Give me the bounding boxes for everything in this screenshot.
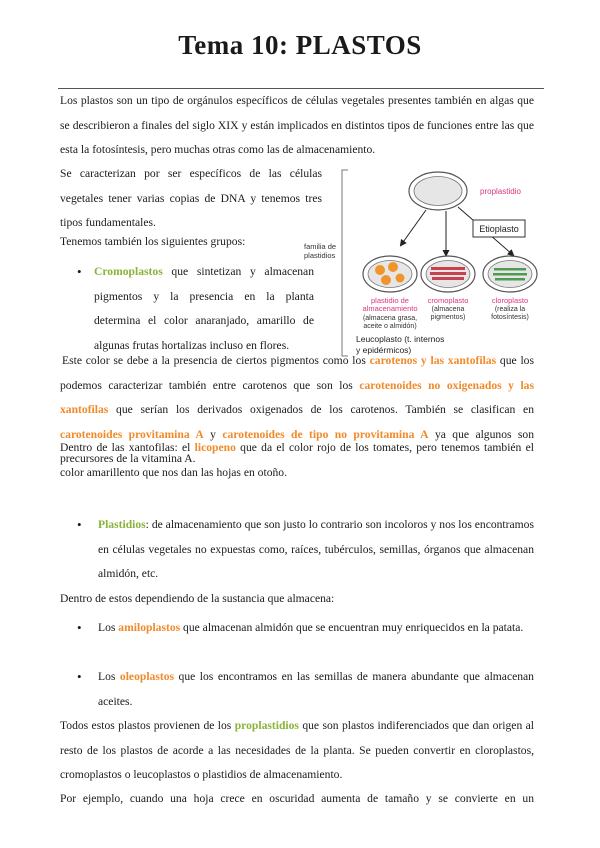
arrow-to-storage — [401, 210, 426, 245]
pigment-band — [431, 267, 465, 270]
term-amiloplastos: amiloplastos — [118, 621, 181, 634]
page-title: Tema 10: PLASTOS — [178, 30, 422, 60]
proplastidios-paragraph: Todos estos plastos provienen de los proplastidios que son plastos indiferenciados que dan origen al resto de los plastos de acorde a las necesidades de la planta. Se pueden convertir en cloroplastos, cromoplastos o leucoplastos o plastidios de almacenamiento. — [60, 719, 534, 781]
caracteristicas-paragraph: Se caracterizan por ser específicos de las células vegetales tener varias copias de DNA y tenemos tres tipos fundamentales. — [60, 167, 322, 229]
term-cromoplastos: Cromoplastos — [94, 265, 163, 278]
cloroplasto-desc-2: fotosíntesis) — [491, 314, 529, 321]
term-carotenos-xantofilas: carotenos y las xantofilas — [369, 354, 497, 367]
leucoplasto-label-2: y epidérmicos) — [356, 345, 412, 355]
xantofilas-paragraph: Dentro de las xantofilas: el licopeno que da el color rojo de los tomates, pero tenemos también el color amarillento que nos dan las hojas en otoño. — [60, 441, 534, 479]
cloroplasto-desc-1: (realiza la — [494, 306, 526, 313]
oleoplastos-paragraph: Los oleoplastos que los encontramos en las semillas de manera abundante que almacenan aceites. — [98, 670, 534, 708]
cromoplasto-desc-2: pigmentos) — [430, 314, 466, 321]
bullet-dot: • — [77, 264, 82, 279]
plastid-family-diagram — [304, 160, 536, 370]
grupos-heading: Tenemos también los siguientes grupos: — [60, 235, 246, 248]
pigment-band — [432, 277, 464, 280]
term-proplastidios: proplastidios — [234, 719, 299, 732]
proplastid-inner — [414, 177, 462, 206]
thylakoid-band — [495, 278, 525, 281]
almacenamiento-label-2: almacenamiento — [362, 304, 418, 313]
color-paragraph: Este color se debe a la presencia de ciertos pigmentos como los carotenos y las xantofilas que los podemos caracterizar también entre carotenos que son los carotenoides no oxigenados y las xantofilas que serían los derivados oxigenados de los carotenos. También se clasifican en carotenoides provitamina A y carotenoides de tipo no provitamina A ya que algunos son precursores de la vitamina A. — [60, 354, 535, 465]
term-no-provitamina-a: carotenoides de tipo no provitamina A — [222, 427, 429, 441]
term-plastidios: Plastidios — [98, 518, 146, 531]
bullet-dot: • — [77, 620, 82, 635]
familia-label-2: plastidios — [304, 251, 336, 260]
bullet-dot: • — [77, 517, 82, 532]
dentro-heading: Dentro de estos dependiendo de la sustancia que almacena: — [60, 592, 335, 605]
leucoplasto-label-1: Leucoplasto (t. internos — [356, 334, 445, 344]
thylakoid-band — [493, 273, 527, 276]
starch-granule — [396, 274, 405, 283]
term-provitamina-a: carotenoides provitamina A — [60, 427, 204, 441]
amiloplastos-paragraph: Los amiloplastos que almacenan almidón que se encuentran muy enriquecidos en la patata. — [98, 621, 524, 634]
familia-label-1: familia de — [304, 242, 337, 251]
cromoplasto-label: cromoplasto — [427, 296, 469, 305]
starch-granule — [375, 265, 385, 275]
bullet-dot: • — [77, 669, 82, 684]
intro-paragraph: Los plastos son un tipo de orgánulos específicos de células vegetales presentes también en algas que se describieron a finales del siglo XIX y están implicados en distintos tipos de funciones entre las que esta la fotosíntesis, pero muchas otras como las de almacenamiento. — [60, 94, 534, 156]
cromoplastos-paragraph: Cromoplastos que sintetizan y almacenan pigmentos y la presencia en la planta determina el color anaranjado, amarillo de algunas frutas hortalizas incluso en flores. — [94, 265, 314, 352]
almacenamiento-label-1: plastidio de — [371, 296, 409, 305]
proplastidio-label: proplastidio — [480, 187, 521, 196]
ejemplo-paragraph: Por ejemplo, cuando una hoja crece en oscuridad aumenta de tamaño y se convierte en un — [60, 792, 534, 805]
almacenamiento-desc-2: aceite o almidón) — [363, 323, 417, 330]
family-bracket — [342, 170, 348, 356]
term-oleoplastos: oleoplastos — [119, 670, 175, 683]
pigment-band — [430, 272, 466, 275]
plastidios-paragraph: Plastidios: de almacenamiento que son justo lo contrario son incoloros y nos los encontramos en células vegetales no expuestas como, raíces, tubérculos, semillas, órganos que almacenan almidón, etc. — [98, 518, 534, 580]
almacenamiento-desc-1: (almacena grasa, — [362, 315, 418, 322]
starch-granule — [381, 275, 391, 285]
etioplasto-label: Etioplasto — [479, 224, 519, 234]
cromoplasto-desc-1: (almacena — [431, 306, 465, 313]
term-licopeno: licopeno — [194, 441, 236, 454]
starch-granule — [388, 262, 398, 272]
thylakoid-band — [494, 268, 526, 271]
cloroplasto-label: cloroplasto — [491, 296, 529, 305]
term-carotenoides-no-oxigenados: carotenoides no oxigenados y las xantofilas — [60, 378, 534, 416]
